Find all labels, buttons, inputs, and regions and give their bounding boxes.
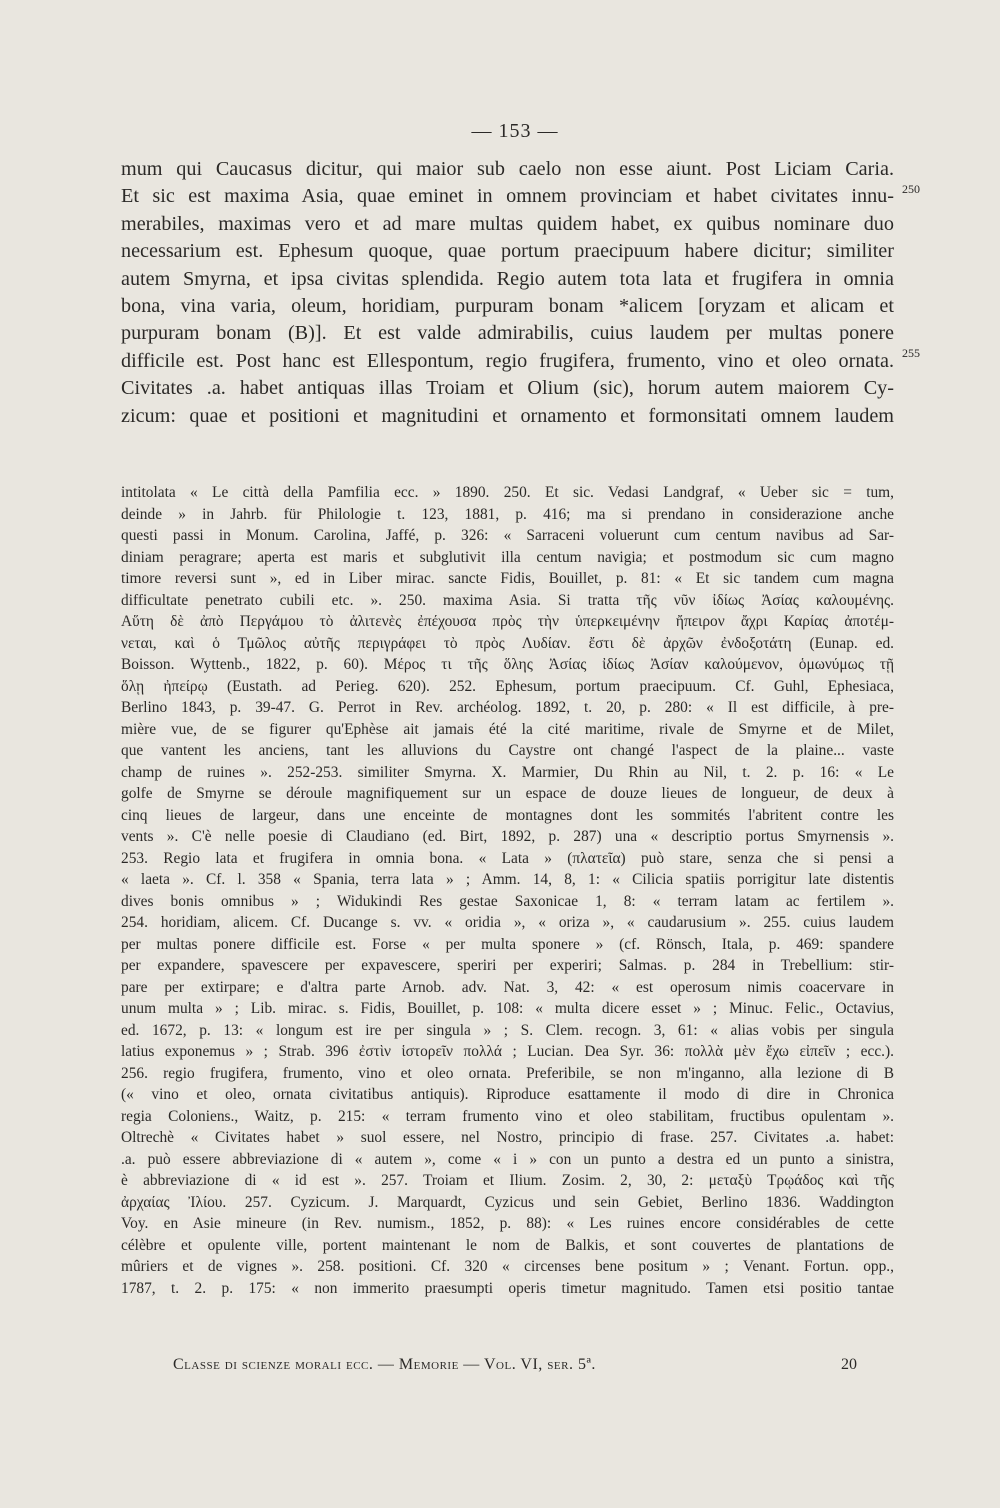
footnote-line: regia Coloniens., Waitz, p. 215: « terram frumento vino et oleo stabilitam, fructibus opulentam ».	[121, 1107, 894, 1125]
footnote-line: cinq lieues de largeur, dans une enceinte de montagnes dont les sommités l'abritent contre les	[121, 806, 894, 824]
footnote-line: 1787, t. 2. p. 175: « non immerito praesumpti operis timetur magnitudo. Tamen etsi positio tantae	[121, 1279, 894, 1297]
footnote-line: mûriers et de vignes ». 258. positioni. Cf. 320 « circenses bene positum » ; Venant. Fortun. opp.,	[121, 1258, 894, 1275]
footnote-line: per multas ponere difficile est. Forse « per multa sponere » (cf. Rönsch, Itala, p. 469: spandere	[121, 935, 894, 953]
footnote-line: 253. Regio lata et frugifera in omnia bona. « Lata » (πλατεῖα) può stare, senza che si pensi a	[121, 849, 894, 867]
footnote-line: unum multa » ; Lib. mirac. s. Fidis, Bouillet, p. 108: « multa dicere esset » ; Minuc. Felic., Octavius,	[121, 1000, 894, 1017]
footnote-line: diniam peragrare; aperta est maris et subglutivit illa centum navigia; et postmodum sic cum magno	[121, 548, 894, 566]
footnote-line: difficultate penetrato cubili etc. ». 250. maxima Asia. Si tratta τῆς νῦν ἰδίως Ἀσίας καλουμένης.	[121, 591, 894, 609]
footnote-line: vents ». C'è nelle poesie di Claudiano (ed. Birt, 1892, p. 287) una « descriptio portus Smyrnensis ».	[121, 828, 894, 845]
main-text-line: Et sic est maxima Asia, quae eminet in omnem provinciam et habet civitates innu-	[121, 185, 894, 208]
main-text-line: necessarium est. Ephesum quoque, quae portum praecipuum habere dicitur; similiter	[121, 240, 894, 263]
footnote-line: Boisson. Wyttenb., 1822, p. 60). Μέρος τι τῆς ὅλης Ἀσίας ἰδίως Ἀσίαν καλούμενον, ὁμωνύμως τῇ	[121, 656, 894, 673]
main-text-line: autem Smyrna, et ipsa civitas splendida. Regio autem tota lata et frugifera in omnia	[121, 267, 894, 290]
footnote-line: Oltrechè « Civitates habet » suol essere, nel Nostro, principio di frase. 257. Civitates .a. habet:	[121, 1129, 894, 1146]
page-footer	[173, 1356, 857, 1374]
footnote-line: dives bonis omnibus » ; Widukindi Res gestae Saxonicae 1, 8: « terram latam ac fertilem ».	[121, 892, 894, 910]
footnote-line: timore reversi sunt », ed in Liber mirac. sancte Fidis, Bouillet, p. 81: « Et sic tandem cum magna	[121, 570, 894, 587]
footnote-line: latius exponemus » ; Strab. 396 ἐστὶν ἱστορεῖν πολλά ; Lucian. Dea Syr. 36: πολλὰ μὲν ἔχω εἰπεῖν ; ecc.).	[121, 1043, 894, 1060]
footnote-line: golfe de Smyrne se déroule magnifiquement sur un espace de douze lieues de longueur, de deux à	[121, 785, 894, 802]
footnote-line: mière vue, de se figurer qu'Ephèse ait jamais été la cité maritime, rivale de Smyrne et de Milet,	[121, 720, 894, 738]
footnote-line: pare per extirpare; e d'altra parte Arnob. adv. Nat. 3, 42: « est operosum nimis coacervare in	[121, 978, 894, 996]
main-text-line: bona, vina varia, oleum, horidiam, purpuram bonam *alicem [oryzam et alicam et	[121, 295, 894, 318]
footnotes-block	[121, 482, 894, 1299]
main-text-line: mum qui Caucasus dicitur, qui maior sub caelo non esse aiunt. Post Liciam Caria.	[121, 158, 894, 180]
footnote-line: (« vino et oleo, ornata civitatibus antiquis). Riproduce esattamente il modo di dire in Chronica	[121, 1086, 894, 1103]
main-text-block	[121, 156, 894, 430]
footnote-line: è abbreviazione di « id est ». 257. Troiam et Ilium. Zosim. 2, 30, 2: μεταξὺ Τρῳάδος καὶ τῆς	[121, 1172, 894, 1189]
main-text-line: difficile est. Post hanc est Ellespontum, regio frugifera, frumento, vino et oleo ornata.	[121, 349, 894, 372]
footnote-line: intitolata « Le città della Pamfilia ecc. » 1890. 250. Et sic. Vedasi Landgraf, « Ueber sic = tum,	[121, 484, 894, 501]
footnote-line: « laeta ». Cf. l. 358 « Spania, terra lata » ; Amm. 14, 8, 1: « Cilicia spatiis porrigitur late distentis	[121, 871, 894, 888]
footnote-line: per expandere, spavescere per expavescere, speriri per experiri; Salmas. p. 284 in Trebellium: stir-	[121, 957, 894, 974]
footnote-line: .a. può essere abbreviazione di « autem », come « i » con un punto a destra ed un punto a sinistra,	[121, 1150, 894, 1168]
footnote-line: ἀρχαίας Ἰλίου. 257. Cyzicum. J. Marquardt, Cyzicus und sein Gebiet, Berlino 1836. Waddington	[121, 1193, 894, 1211]
main-text-line: purpuram bonam (B)]. Et est valde admirabilis, cuius laudem per multas ponere	[121, 322, 894, 345]
footnote-line: Voy. en Asie mineure (in Rev. numism., 1852, p. 88): « Les ruines encore considérables de cette	[121, 1215, 894, 1232]
footnote-line: Αὕτη δὲ ἀπὸ Περγάμου τὸ ἀλιτενὲς ἐπέχουσα πρὸς τὴν ὑπερκειμένην ἤπειρον ἄχρι Καρίας ἀποτέμ-	[121, 613, 894, 630]
footer-signature-number: 20	[841, 1356, 857, 1373]
footnote-line: ὅλῃ ἠπείρῳ (Eustath. ad Perieg. 620). 252. Ephesum, portum praecipuum. Cf. Guhl, Ephesiaca,	[121, 677, 894, 695]
footnote-line: champ de ruines ». 252-253. similiter Smyrna. X. Marmier, Du Rhin au Nil, t. 2. p. 16: « Le	[121, 763, 894, 781]
main-text-line: zicum: quae et positioni et magnitudini et ornamento et formonsitati omnem laudem	[121, 404, 894, 427]
footnote-line: que vantent les anciens, tant les alluvions du Caystre ont changé l'aspect de la plaine... vaste	[121, 742, 894, 759]
footnote-line: ed. 1672, p. 13: « longum est ire per singula » ; S. Clem. recogn. 3, 61: « alias vobis per singula	[121, 1021, 894, 1039]
page-number: — 153 —	[471, 120, 559, 142]
footnote-line: deinde » in Jahrb. für Philologie t. 123, 1881, p. 416; ma si prendano in considerazione anche	[121, 505, 894, 523]
main-text-line: merabiles, maximas vero et ad mare multas quidem habet, ex quibus nominare duo	[121, 212, 894, 235]
footnote-line: 256. regio frugifera, frumento, vino et oleo ornata. Preferibile, se non m'inganno, alla lezione di B	[121, 1064, 894, 1082]
footnote-line: Berlino 1843, p. 39-47. G. Perrot in Rev. archéolog. 1892, t. 20, p. 280: « Il est difficile, à pre-	[121, 699, 894, 716]
footer-series-title: Classe di scienze morali ecc. — Memorie — Vol. VI, ser. 5ª.	[173, 1356, 596, 1373]
footnote-line: 254. horidiam, alicem. Cf. Ducange s. vv. « oridia », « oriza », « caudarusium ». 255. cuius laudem	[121, 914, 894, 931]
main-text-line: Civitates .a. habet antiquas illas Troiam et Olium (sic), horum autem maiorem Cy-	[121, 377, 894, 400]
footnote-line: νεται, καὶ ὁ Τμῶλος αὐτῆς περιγράφει τὸ πρὸς Λυδίαν. ἔστι δὲ ἀρχῶν ἐνδοξοτάτη (Eunap. ed.	[121, 634, 894, 652]
footnote-line: questi passi in Monum. Carolina, Jaffé, p. 326: « Sarraceni voluerunt cum centum navibus ad Sar-	[121, 527, 894, 544]
footnote-line: célèbre et opulente ville, portent maintenant le nom de Balkis, et sont couvertes de plantations de	[121, 1236, 894, 1254]
line-number-250: 250	[902, 182, 920, 196]
line-number-255: 255	[902, 346, 920, 360]
